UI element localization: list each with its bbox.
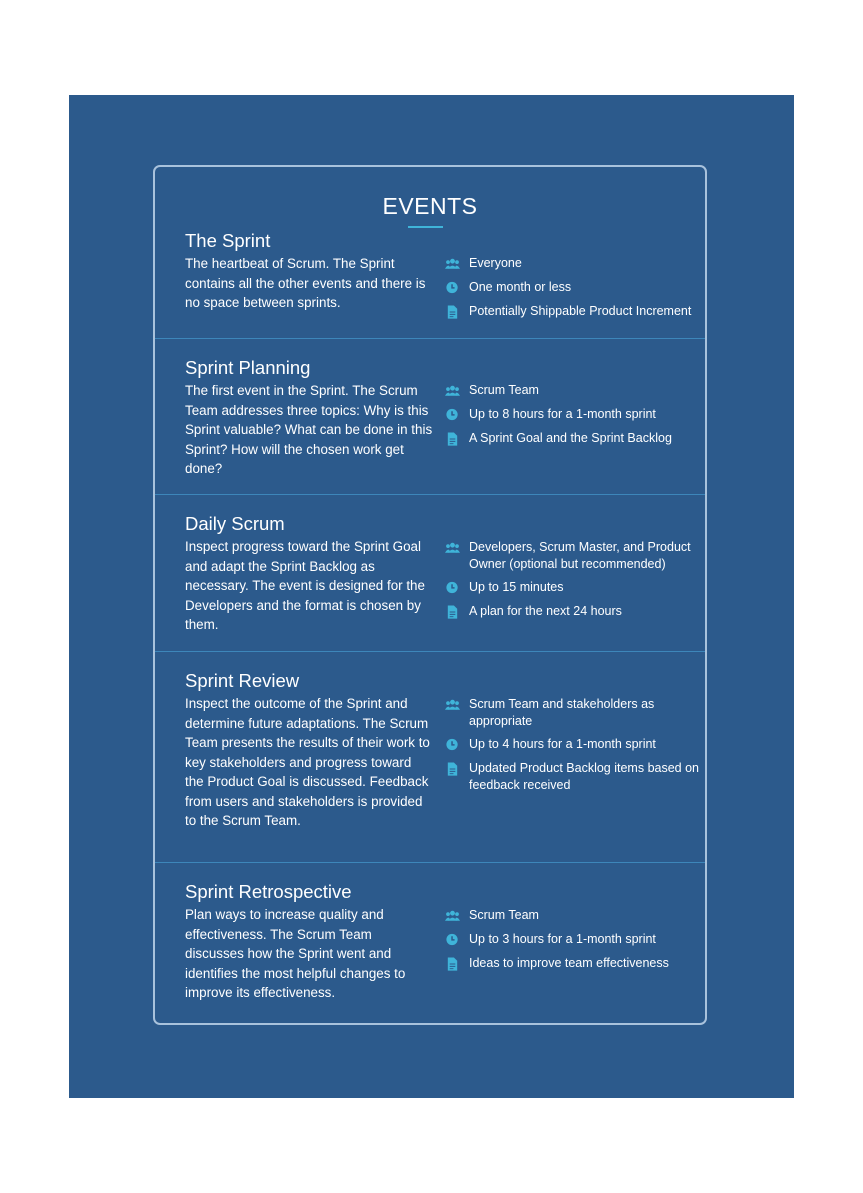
section-description: Inspect progress toward the Sprint Goal and adapt the Sprint Backlog as necessary. The event is designed for the Developers and the format is chosen by them.	[185, 539, 425, 632]
meta-who-text: Developers, Scrum Master, and Product Owner (optional but recommended)	[469, 540, 691, 571]
meta-who	[445, 539, 707, 573]
meta-who-text: Scrum Team and stakeholders as appropriate	[469, 697, 655, 728]
meta-output-text: Ideas to improve team effectiveness	[469, 956, 669, 970]
page-title: EVENTS	[382, 193, 478, 219]
clock-icon	[445, 932, 460, 948]
section-description: Plan ways to increase quality and effectiveness. The Scrum Team discusses how the Sprint went and identifies the most helpful changes to improve its effectiveness.	[185, 907, 406, 1000]
section-description: The heartbeat of Scrum. The Sprint contains all the other events and there is no space between sprints.	[185, 256, 426, 310]
document-icon	[445, 604, 460, 620]
meta-output-text: Updated Product Backlog items based on feedback received	[469, 761, 699, 792]
section-title: Sprint Planning	[185, 357, 311, 378]
clock-icon	[445, 580, 460, 596]
meta-duration-text: Up to 4 hours for a 1-month sprint	[469, 737, 656, 751]
section-title: The Sprint	[185, 230, 271, 251]
meta-output	[445, 760, 707, 794]
meta-duration-text: Up to 15 minutes	[469, 580, 564, 594]
meta-output	[445, 303, 707, 320]
section-title: Daily Scrum	[185, 513, 285, 534]
section-divider	[155, 494, 705, 495]
section-divider	[155, 338, 705, 339]
meta-output-text: A plan for the next 24 hours	[469, 604, 622, 618]
meta-duration	[445, 736, 707, 753]
people-icon	[445, 383, 460, 399]
meta-who-text: Scrum Team	[469, 383, 539, 397]
meta-who	[445, 696, 707, 730]
meta-output-text: A Sprint Goal and the Sprint Backlog	[469, 431, 672, 445]
document-icon	[445, 431, 460, 447]
people-icon	[445, 256, 460, 272]
meta-duration	[445, 406, 707, 423]
meta-duration-text: Up to 3 hours for a 1-month sprint	[469, 932, 656, 946]
meta-duration-text: One month or less	[469, 280, 572, 294]
meta-output	[445, 430, 707, 447]
section-title: Sprint Review	[185, 670, 300, 691]
meta-output	[445, 603, 707, 620]
section-description: Inspect the outcome of the Sprint and determine future adaptations. The Scrum Team presents the results of their work to key stakeholders and progress toward the Product Goal is discussed. Feedback from users and stakeholders is provided to the Scrum Team.	[185, 696, 430, 828]
clock-icon	[445, 737, 460, 753]
title-underline	[408, 226, 443, 228]
meta-who	[445, 255, 707, 272]
section-divider	[155, 651, 705, 652]
document-icon	[445, 304, 460, 320]
people-icon	[445, 908, 460, 924]
meta-duration	[445, 279, 707, 296]
meta-who-text: Scrum Team	[469, 908, 539, 922]
document-icon	[445, 761, 460, 777]
meta-who	[445, 382, 707, 399]
section-title: Sprint Retrospective	[185, 881, 352, 902]
clock-icon	[445, 407, 460, 423]
events-card	[153, 165, 707, 1025]
meta-who	[445, 907, 707, 924]
meta-duration-text: Up to 8 hours for a 1-month sprint	[469, 407, 656, 421]
meta-duration	[445, 931, 707, 948]
meta-duration	[445, 579, 707, 596]
document-icon	[445, 956, 460, 972]
events-panel	[69, 95, 794, 1098]
clock-icon	[445, 280, 460, 296]
section-divider	[155, 862, 705, 863]
meta-who-text: Everyone	[469, 256, 522, 270]
people-icon	[445, 697, 460, 713]
section-description: The first event in the Sprint. The Scrum Team addresses three topics: Why is this Sprint valuable? What can be done in this Sprint? How will the chosen work get done?	[185, 383, 433, 476]
meta-output-text: Potentially Shippable Product Increment	[469, 304, 692, 318]
people-icon	[445, 540, 460, 556]
meta-output	[445, 955, 707, 972]
